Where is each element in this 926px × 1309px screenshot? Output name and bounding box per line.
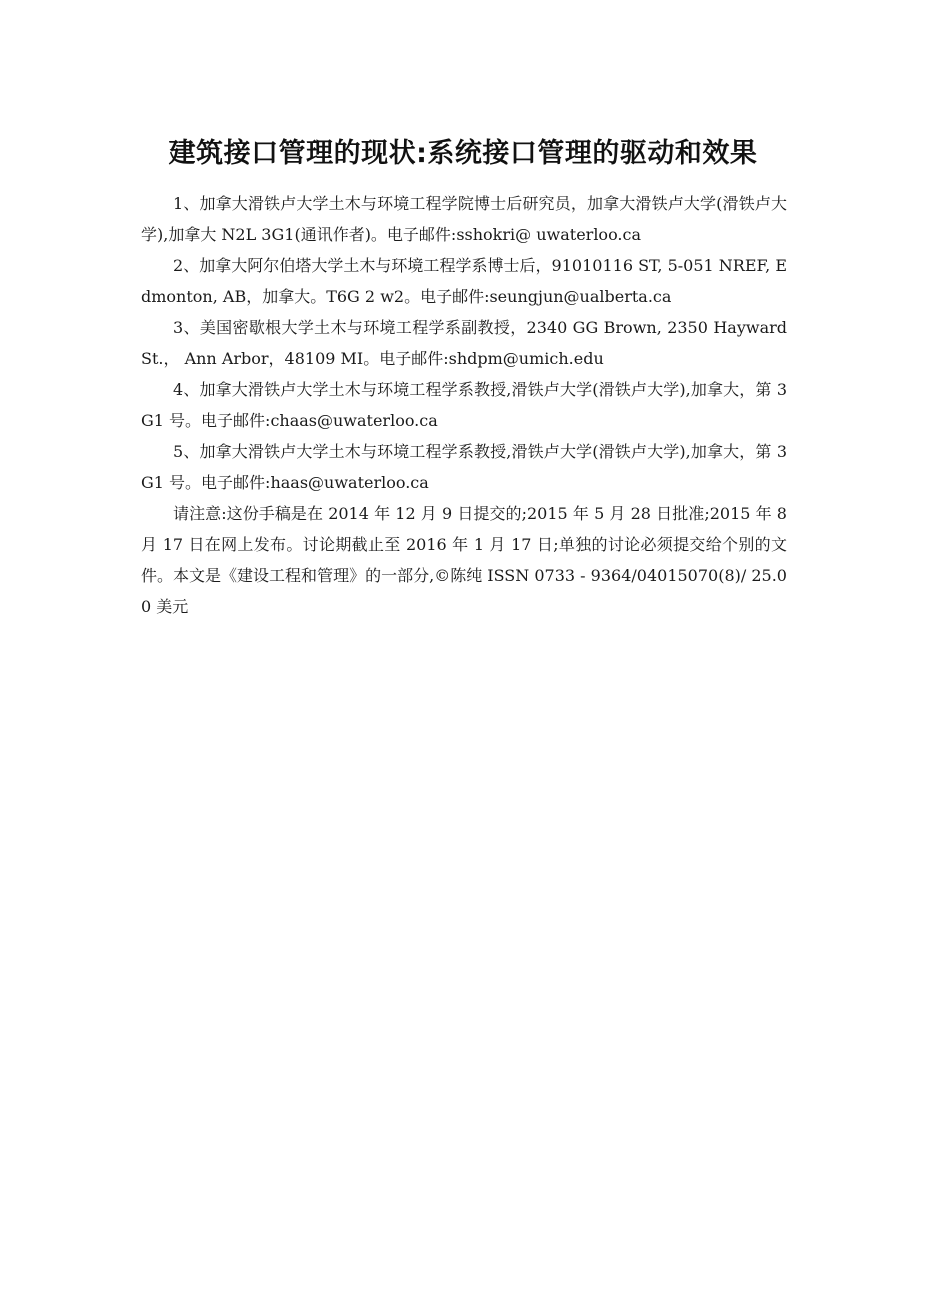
affiliation-1: 1、加拿大滑铁卢大学土木与环境工程学院博士后研究员，加拿大滑铁卢大学(滑铁卢大学),加拿大 N2L 3G1(通讯作者)。电子邮件:sshokri@ uwaterloo.ca [141, 194, 787, 244]
affiliation-4: 4、加拿大滑铁卢大学土木与环境工程学系教授,滑铁卢大学(滑铁卢大学),加拿大，第 3G1 号。电子邮件:chaas@uwaterloo.ca [141, 380, 787, 430]
document-body [141, 188, 787, 622]
submission-note: 请注意:这份手稿是在 2014 年 12 月 9 日提交的;2015 年 5 月 28 日批准;2015 年 8 月 17 日在网上发布。讨论期截止至 2016 年 1 月 17 日;单独的讨论必须提交给个别的文件。本文是《建设工程和管理》的一部分,©陈纯 ISSN 0733 - 9364/04015070(8)/ 25.00 美元 [141, 504, 787, 616]
affiliation-3: 3、美国密歇根大学土木与环境工程学系副教授，2340 GG Brown, 2350 Hayward St.， Ann Arbor，48109 MI。电子邮件:shdpm@umich.edu [141, 318, 787, 368]
affiliation-2: 2、加拿大阿尔伯塔大学土木与环境工程学系博士后，91010116 ST, 5-051 NREF, Edmonton, AB，加拿大。T6G 2 w2。电子邮件:seungjun@ualberta.ca [141, 256, 787, 306]
document-title: 建筑接口管理的现状:系统接口管理的驱动和效果 [168, 138, 758, 169]
affiliation-5: 5、加拿大滑铁卢大学土木与环境工程学系教授,滑铁卢大学(滑铁卢大学),加拿大，第 3G1 号。电子邮件:haas@uwaterloo.ca [141, 442, 787, 492]
